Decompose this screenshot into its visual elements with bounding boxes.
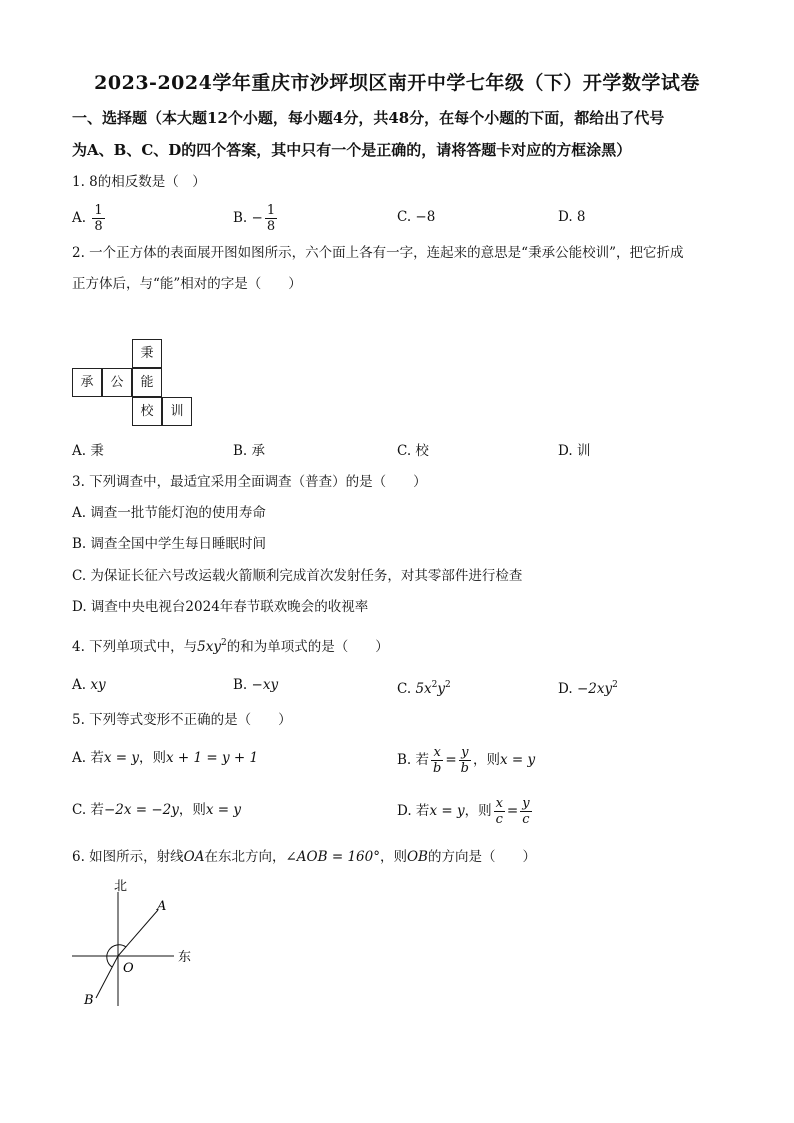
q4-stem-exponent: 2 (221, 638, 227, 648)
q1-option-a (72, 203, 107, 234)
q5-b-frac2-num: y (459, 745, 471, 761)
q1-a-denominator: 8 (94, 219, 103, 234)
q1-a-fraction (92, 203, 104, 234)
net-cell-xun: 训 (162, 397, 192, 426)
q4-c-exp1: 2 (431, 680, 438, 690)
q4-a-expr: xy (90, 677, 106, 693)
direction-diagram (66, 874, 206, 1014)
q4-b-label: B. (233, 677, 248, 693)
point-b-label: B (84, 993, 94, 1008)
q1-option-d: D. 8 (558, 209, 586, 225)
q5-d-frac1-num: x (495, 796, 503, 811)
q4-stem (72, 633, 389, 657)
q5-c-pre: C. 若 (72, 802, 104, 818)
q2-stem-line1: 2. 一个正方体的表面展开图如图所示，六个面上各有一字，连起来的意思是“秉承公能校训”，把它折成 (72, 245, 684, 261)
q5-option-d (397, 796, 534, 827)
q1-option-b (233, 203, 279, 234)
q2-option-d: D. 训 (558, 443, 591, 459)
q4-option-a (72, 675, 106, 695)
q2-option-b: B. 承 (233, 443, 266, 459)
q3-option-b: B. 调查全国中学生每日睡眠时间 (72, 536, 267, 552)
net-cell-cheng: 承 (72, 368, 102, 397)
q5-b-pre: B. 若 (397, 752, 430, 768)
point-o-label: O (123, 961, 134, 976)
q6-stem-mid2: ，则 (379, 849, 407, 865)
q4-c-expr1: 5x (415, 681, 432, 697)
q1-stem: 1. 8的相反数是（ ） (72, 174, 206, 190)
q4-d-label: D. (558, 681, 573, 697)
q5-option-b (397, 745, 535, 776)
q5-d-pre: D. 若 (397, 803, 430, 819)
q4-stem-pre: 4. 下列单项式中，与 (72, 639, 198, 655)
q3-stem: 3. 下列调查中，最适宜采用全面调查（普查）的是（ ） (72, 474, 427, 490)
east-label: 东 (178, 950, 192, 965)
q4-option-b (233, 675, 278, 695)
section-heading-line1: 一、选择题（本大题12个小题，每小题4分，共48分，在每个小题的下面，都给出了代号 (72, 109, 665, 127)
q6-stem-ob: OB (406, 849, 428, 865)
q1-a-numerator: 1 (94, 203, 103, 218)
q5-a-pre: A. 若 (72, 750, 104, 766)
q5-b-frac1-num: x (431, 745, 443, 761)
q6-stem-pre: 6. 如图所示，射线 (72, 849, 184, 865)
ray-ob (96, 956, 118, 998)
net-cell-neng: 能 (132, 368, 162, 397)
q3-option-c: C. 为保证长征六号改运载火箭顺利完成首次发射任务，对其零部件进行检查 (72, 568, 523, 584)
q4-d-exp: 2 (612, 680, 618, 690)
q5-c-result: x = y (205, 802, 242, 818)
net-cell-gong: 公 (102, 368, 132, 397)
q5-b-eq: = (445, 752, 457, 768)
q5-d-frac2-den: c (522, 812, 530, 827)
q1-b-fraction (265, 203, 277, 234)
q5-a-cond: x = y (103, 750, 139, 766)
q5-d-frac1-den: c (495, 812, 503, 827)
q2-option-c: C. 校 (397, 443, 429, 459)
q5-c-mid: ，则 (178, 802, 206, 818)
q5-b-frac1 (431, 745, 443, 776)
q6-stem-post: 的方向是（ ） (427, 849, 536, 865)
q6-stem-oa: OA (183, 849, 205, 865)
q4-a-label: A. (72, 677, 87, 693)
q1-b-denominator: 8 (266, 219, 276, 234)
q5-d-cond: x = y (429, 803, 465, 819)
q4-stem-expr: 5xy (197, 639, 222, 655)
ray-oa (118, 910, 158, 956)
q1-a-label: A. (72, 210, 87, 226)
page-title: 2023-2024学年重庆市沙坪坝区南开中学七年级（下）开学数学试卷 (94, 72, 700, 94)
q5-a-result: x + 1 = y + 1 (165, 750, 259, 766)
q4-d-expr: −2xy (576, 681, 613, 697)
q6-stem (72, 847, 536, 867)
north-label: 北 (114, 879, 128, 894)
q1-b-numerator: 1 (266, 203, 276, 218)
q6-stem-mid1: 在东北方向， (204, 849, 286, 865)
q4-c-expr2: y (437, 681, 446, 697)
q3-option-a: A. 调查一批节能灯泡的使用寿命 (72, 505, 266, 521)
q5-d-frac2 (520, 796, 531, 827)
q2-option-a: A. 秉 (72, 443, 104, 459)
q5-option-a (72, 748, 258, 768)
q4-option-d (558, 675, 618, 699)
q5-d-frac1 (494, 796, 505, 827)
q3-option-d: D. 调查中央电视台2024年春节联欢晚会的收视率 (72, 599, 369, 615)
point-a-label: A (157, 899, 167, 914)
q5-c-cond: −2x = −2y (103, 802, 179, 818)
q4-stem-post: 的和为单项式的是（ ） (226, 639, 389, 655)
q5-b-frac2 (459, 745, 471, 776)
q5-option-c (72, 800, 241, 820)
cube-net-figure (72, 337, 196, 429)
q1-option-c: C. −8 (397, 209, 436, 225)
q5-b-mid: ，则 (472, 752, 500, 768)
net-cell-bing: 秉 (132, 339, 162, 368)
q2-stem-line2: 正方体后，与“能”相对的字是（ ） (72, 276, 302, 292)
q4-b-expr: −xy (251, 677, 279, 693)
q5-b-frac2-den: b (460, 761, 469, 776)
q4-c-label: C. (397, 681, 412, 697)
q1-b-sign: − (251, 210, 263, 226)
q1-b-label: B. (233, 210, 248, 226)
q5-d-mid: ，则 (464, 803, 492, 819)
q5-stem: 5. 下列等式变形不正确的是（ ） (72, 712, 292, 728)
q4-c-exp2: 2 (445, 680, 451, 690)
q6-stem-angle: ∠AOB = 160° (285, 849, 380, 865)
section-heading-line2: 为A、B、C、D的四个答案，其中只有一个是正确的，请将答题卡对应的方框涂黑） (72, 141, 632, 159)
q4-option-c (397, 675, 451, 699)
q5-a-mid: ，则 (138, 750, 166, 766)
q5-b-frac1-den: b (433, 761, 442, 776)
net-cell-xiao: 校 (132, 397, 162, 426)
q5-d-eq: = (506, 803, 519, 819)
q5-d-frac2-num: y (522, 796, 530, 811)
q5-b-result: x = y (499, 752, 536, 768)
